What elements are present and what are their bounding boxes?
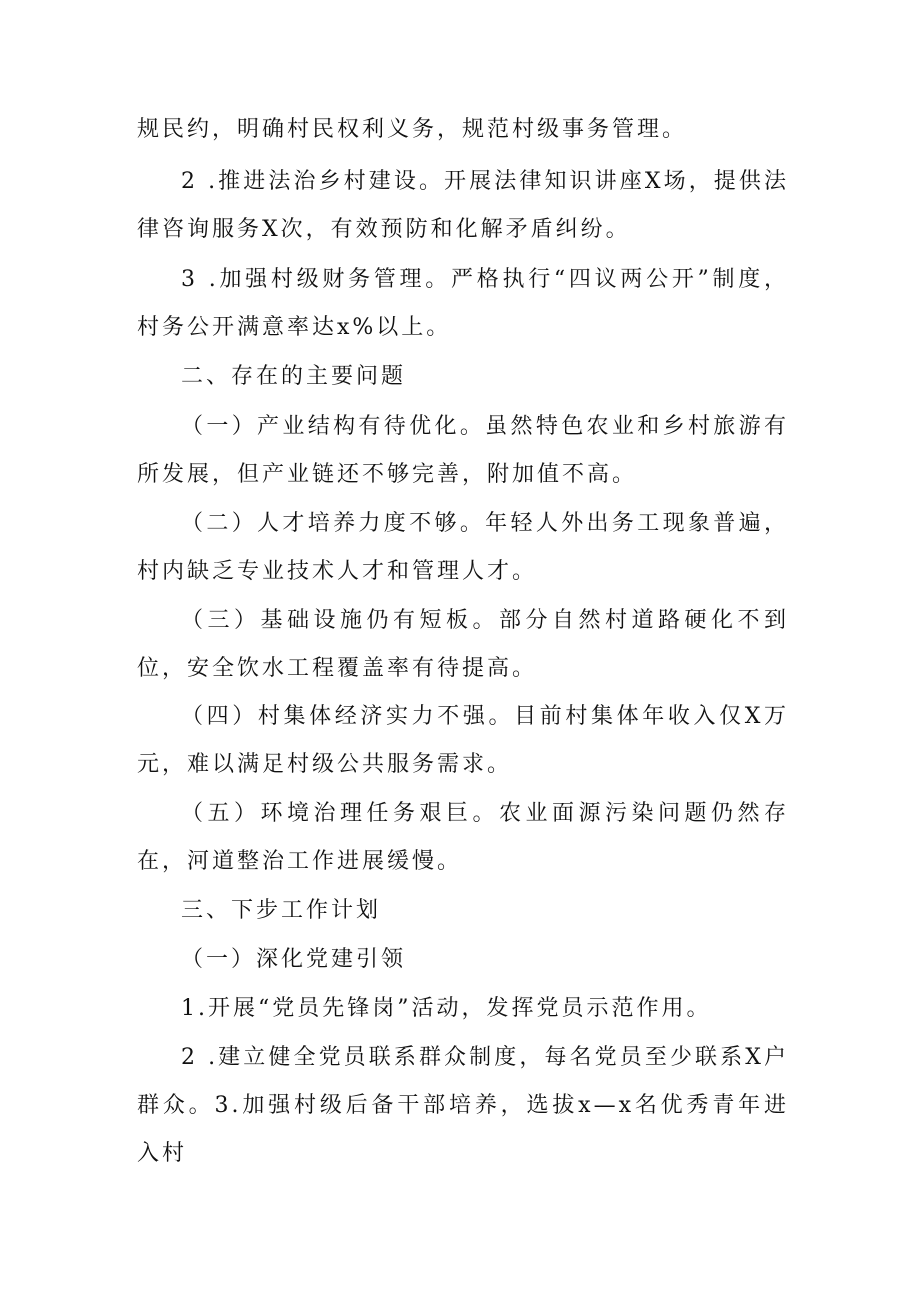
paragraph-problem-talent: （二）人才培养力度不够。年轻人外出务工现象普遍，村内缺乏专业技术人才和管理人才。 bbox=[137, 511, 789, 584]
paragraph-finance-management: 3 .加强村级财务管理。严格执行“四议两公开”制度，村务公开满意率达x%以上。 bbox=[137, 267, 789, 340]
paragraph-1-continuation: 规民约，明确村民权利义务，规范村级事务管理。 bbox=[137, 117, 688, 142]
paragraph-problem-infrastructure: （三）基础设施仍有短板。部分自然村道路硬化不到位，安全饮水工程覆盖率有待提高。 bbox=[137, 608, 789, 681]
paragraph-party-contact: 2 .建立健全党员联系群众制度，每名党员至少联系X户群众。3.加强村级后备干部培养，选拔x—x名优秀青年进入村 bbox=[137, 1045, 789, 1166]
subheading-party-building: （一）深化党建引领 bbox=[181, 947, 407, 972]
paragraph-rule-of-law: 2 .推进法治乡村建设。开展法律知识讲座X场，提供法律咨询服务X次，有效预防和化解矛盾纠纷。 bbox=[137, 169, 789, 242]
paragraph-party-vanguard: 1.开展“党员先锋岗”活动，发挥党员示范作用。 bbox=[181, 996, 712, 1021]
section-heading-next-steps: 三、下步工作计划 bbox=[181, 898, 382, 923]
section-heading-problems: 二、存在的主要问题 bbox=[181, 364, 407, 389]
paragraph-problem-environment: （五）环境治理任务艰巨。农业面源污染问题仍然存在，河道整治工作进展缓慢。 bbox=[137, 801, 789, 874]
paragraph-problem-economy: （四）村集体经济实力不强。目前村集体年收入仅X万元，难以满足村级公共服务需求。 bbox=[137, 704, 789, 777]
paragraph-problem-industry: （一）产业结构有待优化。虽然特色农业和乡村旅游有所发展，但产业链还不够完善，附加值不高。 bbox=[137, 414, 789, 487]
